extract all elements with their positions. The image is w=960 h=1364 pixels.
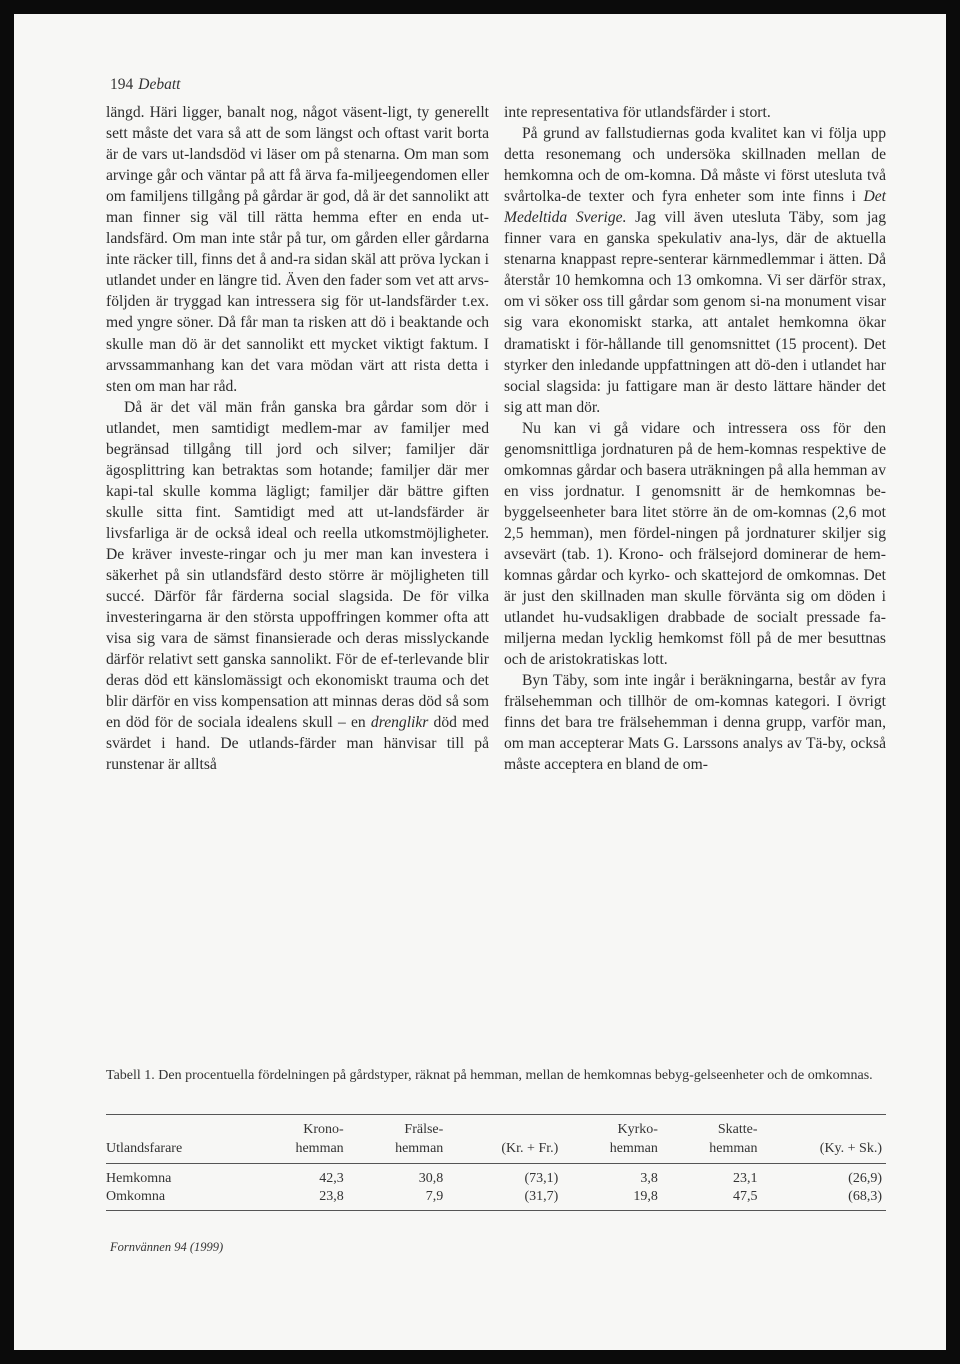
table-header-cell: hemman bbox=[562, 1139, 662, 1164]
right-paragraph-1: inte representativa för utlandsfärder i stort. bbox=[504, 104, 771, 121]
table-header-cell: Skatte- bbox=[662, 1115, 762, 1140]
table-cell: 3,8 bbox=[640, 1171, 658, 1186]
emphasis: Det Medeltida Sverige. bbox=[504, 188, 886, 227]
table-header-cell: Kyrko- bbox=[562, 1115, 662, 1140]
table-header-cell: Krono- bbox=[248, 1115, 348, 1140]
table-cell: 19,8 bbox=[562, 1188, 662, 1211]
section-title: Debatt bbox=[138, 76, 181, 93]
table-header-row bbox=[106, 1115, 886, 1140]
table-cell: 23,8 bbox=[248, 1188, 348, 1211]
journal-citation: Fornvännen 94 (1999) bbox=[110, 1240, 224, 1254]
table-cell: Omkomna bbox=[106, 1188, 248, 1211]
table-cell: 23,1 bbox=[733, 1171, 758, 1186]
left-column bbox=[106, 102, 489, 776]
table-header-row bbox=[106, 1139, 886, 1164]
table-header-cell: Frälse- bbox=[348, 1115, 448, 1140]
table-header-cell: hemman bbox=[662, 1139, 762, 1164]
table-header-cell: Utlandsfarare bbox=[106, 1139, 248, 1164]
table-cell: (31,7) bbox=[447, 1188, 562, 1211]
table-caption: Tabell 1. Den procentuella fördelningen på gårdstyper, räknat på hemman, mellan de hemkomnas bebyg-gelseenheter och de omkomnas. bbox=[106, 1068, 873, 1083]
table-header-cell: (Ky. + Sk.) bbox=[762, 1139, 886, 1164]
table-header-cell bbox=[447, 1115, 562, 1140]
right-paragraph-2: På grund av fallstudiernas goda kvalitet kan vi följa upp detta resonemang och undersöka skillnaden mellan de hemkomna och de om-komna. Då måste vi först utesluta två svårtolka-de texter och fyra enheter som inte finns i Det Medeltida Sverige. Jag vill även utesluta Täby, som jag finner vara en ganska spekulativ ana-lys, där de aktuella stenarna knappast repre-senterar kärnmedlemmar i ätten. Då återstår 10 hemkomna och 13 omkomna. Vi ser därför strax, om vi söker oss till gårdar som genom si-na monument visar sig vara ekonomiskt starka, att antalet hemkomna ökar dramatiskt i för-hållande till genomsnittet (15 procent). Det styrker den inledande uppfattningen att dö-den i utlandet har social slagsida: ju fattigare man är desto lättare händer det sig att man dör. bbox=[504, 125, 887, 416]
emphasis: drenglikr bbox=[370, 714, 429, 732]
right-paragraph-3: Nu kan vi gå vidare och intressera oss för den genomsnittliga jordnaturen på de hem-komnas respektive de omkomnas gårdar och basera uträkningen på alla hemman av en viss jordnatur. I genomsnitt är de hemkomnas be-byggelseenheter bara litet större än de om-komnas (2,6 mot 2,5 hemman), men fördel-ningen på jordnaturer skiljer sig avsevärt (tab. 1). Krono- och frälsejord dominerar de hem-komnas gårdar och kyrko- och skattejord de omkomnas. Det är just den skillnaden man skulle förvänta sig om döden i utlandet hu-vudsakligen drabbade de socialt pressade fa-miljerna medan lycklig hemkomst föll på de mer besuttnas och de aristokratiskas lott. bbox=[504, 419, 886, 669]
table-row bbox=[106, 1188, 886, 1211]
table-header-cell: hemman bbox=[348, 1139, 448, 1164]
table-cell: Hemkomna bbox=[106, 1171, 172, 1186]
right-paragraph-4: Byn Täby, som inte ingår i beräkningarna, består av fyra frälsehemman och tillhör de om-komnas kategori. I övrigt finns det bara tre frälsehemman i denna grupp, varför man, om man accepterar Mats G. Larssons analys av Tä-by, också måste acceptera en bland de om- bbox=[504, 672, 886, 774]
right-column bbox=[504, 102, 886, 776]
table-cell: 47,5 bbox=[662, 1188, 762, 1211]
table-cell: 7,9 bbox=[348, 1188, 448, 1211]
table-cell: 30,8 bbox=[418, 1171, 444, 1186]
table-header-cell bbox=[106, 1115, 248, 1140]
table-row bbox=[106, 1164, 886, 1189]
left-paragraph-1: längd. Häri ligger, banalt nog, något väsent-ligt, ty generellt sett måste det vara så att de som längst och oftast varit borta är de vars ut-landsdöd vi läser om på stenarna. Om man som arvinge går och väntar på att få ärva fa-miljeegendomen eller om familjens tillgång på gårdar är god, då är det sannolikt att man finner sig väl till rätta hemma efter en enda ut-landsfärd. Om man inte står på tur, om gården eller gårdarna inte räcker till, finns det å and-ra sidan skäl att pröva lyckan i utlandet under en längre tid. Även den fader som vet att arvs-följden är tryggad kan intressera sig för ut-landsfärder t.ex. med yngre söner. Då får man ta risken att dö i beaktande och skulle man dö är det sannolikt ett mycket viktigt faktum. I arvssammanhang kan det vara mödan värt att rista detta i sten om man har råd. bbox=[106, 104, 489, 395]
table-cell: (73,1) bbox=[524, 1171, 559, 1186]
table-header-cell: hemman bbox=[248, 1139, 348, 1164]
running-head bbox=[110, 76, 180, 94]
table-header-cell bbox=[762, 1115, 886, 1140]
table-cell: 42,3 bbox=[319, 1171, 344, 1186]
table-cell: (68,3) bbox=[762, 1188, 886, 1211]
left-paragraph-2: Då är det väl män från ganska bra gårdar som dör i utlandet, men samtidigt medlem-mar av familjer med begränsad tillgång till jord och silver; familjer där ägosplittring kan betraktas som hotande; familjer där mer kapi-tal skulle komma lägligt; familjer där bättre giften skulle sitta fint. Samtidigt med att ut-landsfärder är livsfarliga är de också ideal och reella utkomstmöjligheter. De kräver investe-ringar och ju mer man kan investera i säkerhet på sin utlandsfärd desto större är möjligheten till succé. Därför får färderna social slagsida. De för vilka investeringarna är den största uppoffringen kommer ofta att visa sig vara de sämst finansierade och deras misslyckande därför relativt sett ganska sannolikt. För de ef-terlevande blir deras död ett känslomässigt och ekonomiskt trauma och det blir därför en viss kompensation att minnas deras död så som en död för de sociala idealens skull – en drenglikr död med svärdet i hand. De utlands-färder man hänvisar till på runstenar är alltså bbox=[106, 398, 489, 774]
table-header-cell: (Kr. + Fr.) bbox=[447, 1139, 562, 1164]
page bbox=[14, 14, 946, 1350]
page-number: 194 bbox=[110, 76, 134, 93]
data-table bbox=[106, 1114, 886, 1211]
table-cell: (26,9) bbox=[848, 1171, 882, 1186]
